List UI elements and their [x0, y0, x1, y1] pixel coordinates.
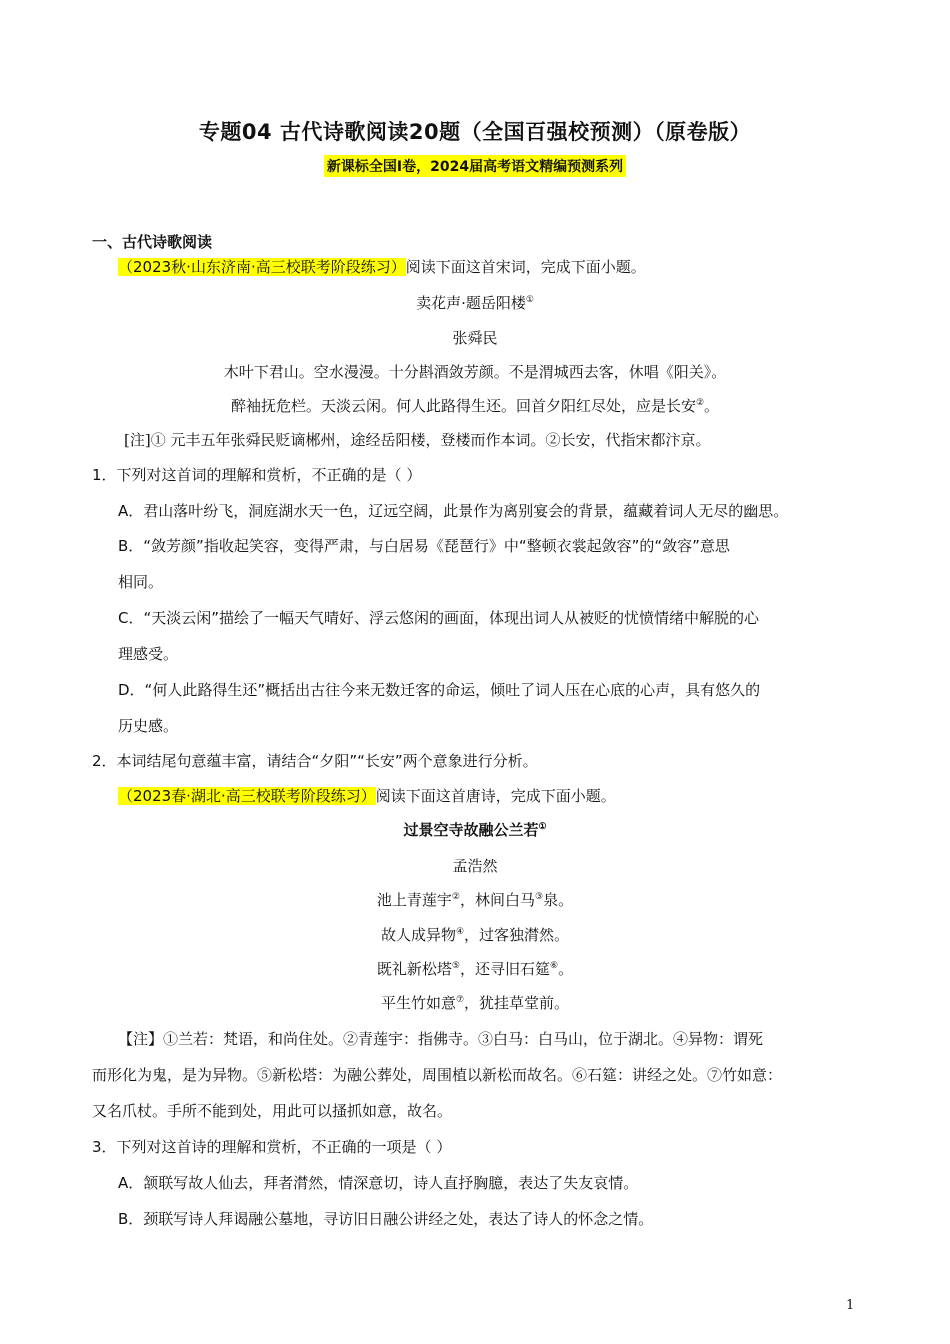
poem-line-text: ，犹挂草堂前。 [464, 994, 570, 1012]
poem-line: 木叶下君山。空水漫漫。十分斟酒敛芳颜。不是渭城西去客，休唱《阳关》。 [223, 363, 727, 381]
question-3: 3．下列对这首诗的理解和赏析，不正确的一项是（ ） [92, 1138, 452, 1156]
option-d: D．“何人此路得生还”概括出古往今来无数迁客的命运，倾吐了词人压在心底的心声，具有悠久的 [118, 681, 761, 699]
annotation-cont: 而形化为鬼，是为异物。⑤新松塔：为融公葬处，周围植以新松而故名。⑥石筵：讲经之处。⑦竹如意： [92, 1066, 783, 1084]
footnote-marker: ⑥ [550, 961, 559, 971]
question-1: 1．下列对这首词的理解和赏析，不正确的是（ ） [92, 466, 422, 484]
poem-line-text: 泉。 [543, 891, 574, 909]
option-a: A．颔联写故人仙去，拜者潸然，情深意切，诗人直抒胸臆，表达了失友哀情。 [118, 1174, 639, 1192]
poem-line-text: ，还寻旧石筵 [459, 960, 550, 978]
poem-line-text: 。 [558, 960, 574, 978]
option-a: A．君山落叶纷飞，洞庭湖水天一色，辽远空阔，此景作为离别宴会的背景，蕴藏着词人无尽的幽思。 [118, 502, 789, 520]
poem-author: 孟浩然 [452, 857, 498, 875]
footnote-marker: ② [451, 892, 460, 902]
poem-line-text: 醉袖抚危栏。天淡云闲。何人此路得生还。回首夕阳红尽处，应是长安 [230, 397, 696, 415]
poem-line-text: 既礼新松塔 [376, 960, 452, 978]
poem-line [0, 993, 950, 1013]
footnote-marker: ⑤ [451, 961, 460, 971]
subtitle-wrap [0, 155, 950, 177]
option-b: B．颈联写诗人拜谒融公墓地，寻访旧日融公讲经之处，表达了诗人的怀念之情。 [118, 1210, 654, 1228]
option-c-cont: 理感受。 [118, 645, 179, 663]
footnote-marker: ① [538, 822, 547, 832]
poem-line-text: ，过客独潸然。 [464, 926, 570, 944]
poem-line-punct: 。 [704, 397, 720, 415]
annotation: [注]① 元丰五年张舜民贬谪郴州，途经岳阳楼，登楼而作本词。②长安，代指宋都汴京。 [124, 431, 711, 449]
poem-line [0, 925, 950, 945]
option-b-cont: 相同。 [118, 573, 164, 591]
source-tag: （2023春·湖北·高三校联考阶段练习） [118, 787, 376, 805]
passage-intro [118, 786, 616, 806]
footnote-marker: ③ [535, 892, 544, 902]
question-2: 2．本词结尾句意蕴丰富，请结合“夕阳”“长安”两个意象进行分析。 [92, 752, 538, 770]
page-title: 专题04 古代诗歌阅读20题（全国百强校预测）（原卷版） [198, 120, 752, 144]
annotation: 【注】①兰若：梵语，和尚住处。②青莲宇：指佛寺。③白马：白马山，位于湖北。④异物：谓死 [118, 1030, 764, 1048]
passage-intro [118, 257, 646, 277]
poem-line-text: 池上青莲宇 [376, 891, 452, 909]
option-c: C．“天淡云闲”描绘了一幅天气晴好、浮云悠闲的画面，体现出词人从被贬的忧愤情绪中解脱的心 [118, 609, 760, 627]
option-d-cont: 历史感。 [118, 717, 179, 735]
poem-line-text: 故人成异物 [380, 926, 456, 944]
page-subtitle: 新课标全国Ⅰ卷，2024届高考语文精编预测系列 [324, 155, 626, 177]
poem-title-text: 过景空寺故融公兰若 [403, 821, 539, 839]
page-number: 1 [846, 1298, 855, 1313]
footnote-marker: ② [695, 398, 705, 408]
poem-line-text: ，林间白马 [459, 891, 535, 909]
option-b: B．“敛芳颜”指收起笑容，变得严肃，与白居易《琵琶行》中“整顿衣裳起敛容”的“敛容”意思 [118, 537, 730, 555]
footnote-marker: ④ [455, 927, 465, 937]
source-tag: （2023秋·山东济南·高三校联考阶段练习） [118, 258, 406, 276]
annotation-cont: 又名爪杖。手所不能到处，用此可以搔抓如意，故名。 [92, 1102, 453, 1120]
intro-text: 阅读下面这首宋词，完成下面小题。 [405, 258, 646, 276]
poem-line [0, 396, 950, 416]
intro-text: 阅读下面这首唐诗，完成下面小题。 [375, 787, 616, 805]
poem-line [0, 890, 950, 910]
poem-title [0, 820, 950, 840]
poem-title-text: 卖花声·题岳阳楼 [416, 294, 526, 312]
poem-title [0, 293, 950, 313]
footnote-marker: ⑦ [455, 995, 465, 1005]
poem-line-text: 平生竹如意 [380, 994, 456, 1012]
poem-line [0, 959, 950, 979]
footnote-marker: ① [525, 295, 534, 305]
section-heading: 一、古代诗歌阅读 [92, 233, 213, 251]
poem-author: 张舜民 [452, 329, 498, 347]
